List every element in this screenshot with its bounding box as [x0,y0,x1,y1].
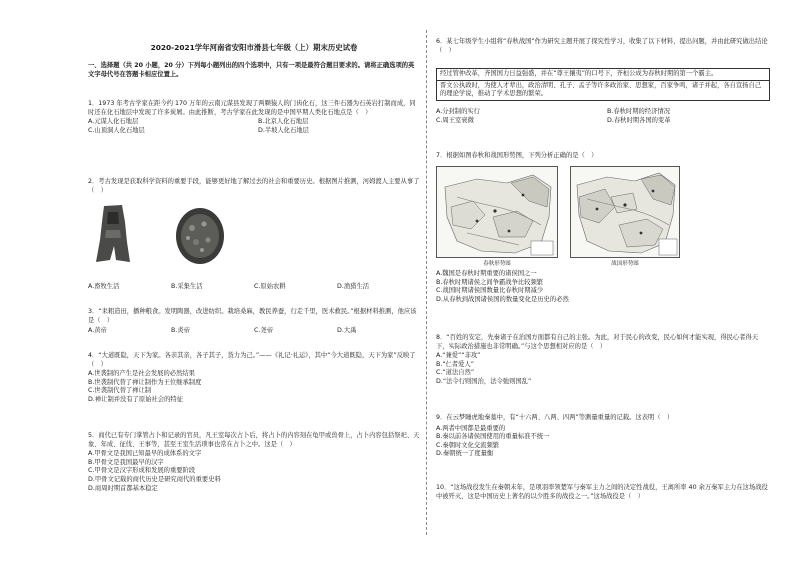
question-options [88,118,420,135]
option-b[interactable]: B.采集生活 [171,283,203,290]
option-c[interactable]: C.周王室衰微 [436,116,474,124]
option-a[interactable]: A.两者中国都是最重要的 [436,424,506,432]
question-3 [88,308,420,336]
question-options [88,327,420,336]
question-stem: 8．“百姓的安定，先秦诸子在治国方面都有自己的主张。为此，对于民心的改变，民心如何才能实现，得民心者得天下，实际政治措施也非常明确。”与这个思想相对应的是（ ） [436,334,759,350]
question-options [436,352,770,386]
option-d[interactable]: D.从春秋到战国诸侯国的数量变化是历史的必然 [436,295,569,303]
question-options [436,425,770,459]
option-b[interactable]: B.秦以前各诸侯国使用的重量标准不统一 [436,433,550,441]
option-a[interactable]: A.黄帝 [88,327,107,335]
right-column [436,0,770,562]
option-a[interactable]: A.甲骨文是我国已知最早的成体系的文字 [88,450,202,458]
question-stem: 10．“这场战役发生在秦朝末年，是项羽率领楚军与秦军主力之间的决定性战役，王离所率 40 余万秦军主力在这场战役中被歼灭，这是中国历史上著名的以少胜多的战役之一。”这场战役是（ ） [436,484,768,500]
option-d[interactable]: D.春秋时期各国的变革 [607,116,671,124]
warring-states-map-caption: 战国形势图 [611,261,639,267]
question-6-material-table [436,68,770,101]
option-b[interactable]: B.春秋时期诸侯之间争霸战争比较频繁 [436,278,544,286]
option-c[interactable]: C.原始农耕 [254,283,286,290]
question-6-options [436,108,770,125]
question-6 [436,38,770,55]
option-b[interactable]: B.甲骨文是我国最早的汉字 [88,458,164,466]
option-d[interactable]: D.禅让制并没有了原始社会的特征 [88,395,184,403]
question-2-options [88,283,420,292]
option-d[interactable]: D.半坡人化石地层 [258,126,309,134]
option-c[interactable]: C.秦朝时文化交流频繁 [436,441,500,449]
section-one-instructions: 一、选择题（共 20 小题，20 分）下列每小题列出的四个选项中，只有一项是最符合题目要求的。请将正确选项的英文字母代号在答题卡相应位置上。 [88,62,415,78]
question-stem: 7．根据如图春秋和战国形势图，下列分析正确的是（ ） [436,152,598,159]
spring-autumn-map [436,166,558,258]
question-1 [88,100,420,135]
question-2 [88,178,420,195]
option-c[interactable]: C.山顶洞人化石地层 [88,126,145,134]
option-d[interactable]: D.大禹 [337,327,357,335]
option-b[interactable]: B.北京人化石地层 [258,118,309,126]
option-a[interactable]: A.世袭制的产生是社会发展的必然结果 [88,370,195,378]
warring-states-map [570,166,680,258]
option-c[interactable]: C.尧帝 [254,327,273,335]
question-options [88,450,420,493]
question-stem: 4．“大道既隐，天下为家。各亲其亲，各子其子，货力为己。”——《礼记·礼运》，其中“今大道既隐，天下为家”反映了（ ） [88,352,416,368]
question-stem: 6．某七年级学生小组将“春秋战国”作为研究主题开展了探究性学习，收集了以下材料，提出问题，并由此研究做出结论（ ） [436,38,768,54]
option-d[interactable]: D.“法令行则国治，法令弛则国乱” [436,377,532,385]
question-stem: 2．考古发现是获取科学资料的重要手段，能够更好地了解过去的社会和重要历史。根据图片推测，河姆渡人主要从事了（ ） [88,178,420,194]
option-b[interactable]: B.炎帝 [171,327,190,335]
option-b[interactable]: B.世袭制代替了禅让制作为王位继承制度 [88,378,202,386]
question-stem: 9．在云梦睡虎地秦墓中，有“十六两、八两、四两”等测量重量的记载。这表明（ ） [436,414,674,421]
question-10 [436,484,770,501]
warring-states-map-graphic [571,167,680,258]
option-a[interactable]: A.元谋人化石地层 [88,118,139,126]
option-c[interactable]: C.世袭制代替了禅让制 [88,387,152,395]
option-b[interactable]: B.“仁者爱人” [436,360,475,368]
option-d[interactable]: D.甲骨文记载的商代历史是研究商代的重要史料 [88,475,221,483]
option-d-extra[interactable]: D.商周时期首都基本稳定 [88,484,158,492]
material-row-2: 晋文公执政时，为使人才辈出，政治清明、孔子、孟子等许多政治家、思想家，百家争鸣，诸子并起，各自宣扬自己的理论学说，推动了学术思想的繁荣。 [440,81,762,98]
bone-spade-image [94,202,132,266]
question-7-options [436,270,770,304]
question-5 [88,432,420,493]
carbonized-rice-image [174,206,226,266]
question-options [88,370,420,404]
option-a[interactable]: A.“兼爱”“非攻” [436,352,481,360]
spring-autumn-map-caption: 春秋形势图 [483,261,511,267]
option-d[interactable]: D.秦朝统一了度量衡 [436,450,494,458]
option-a[interactable]: A.畜牧生活 [88,283,120,290]
option-c[interactable]: C.战国时期诸侯国数量比春秋时期减少 [436,287,544,295]
question-9 [436,414,770,459]
option-c[interactable]: C.甲骨文是汉字形成和发展的重要阶段 [88,467,196,475]
question-stem: 5．商代已有专门掌管占卜和记录的官员，凡王室每次占卜后，将占卜的内容刻在龟甲或兽骨上，占卜内容包括祭祀、天象、年成、征伐、王事等，甚至王室生活琐事也常在占卜之中。这是（ ） [88,432,420,448]
question-8 [436,334,770,387]
column-divider [426,30,427,535]
option-a[interactable]: A.分封制的实行 [436,108,480,115]
option-c[interactable]: C.“道法自然” [436,369,475,377]
question-4 [88,352,420,405]
option-d[interactable]: D.渔猎生活 [337,283,370,290]
question-7 [436,152,770,161]
page-title: 2020-2021学年河南省安阳市滑县七年级（上）期末历史试卷 [150,43,358,52]
option-b[interactable]: B.春秋时期的经济情况 [607,108,670,115]
question-stem: 3．“耒耜造田，播种粮食。发明陶器，改进纺织。栽培桑麻，教民养蚕，行走千里，医术救民。”根据材料推测，他应该是（ ） [88,308,417,324]
question-stem: 1．1973 年考古学家在距今约 170 万年的云南元谋县发现了两颗猿人的门齿化石，这三件石器为石英岩打制而成，同时还在化石地层中发现了许多炭屑。由此推断，考古学家在此发现的是中国早期人类化石地点是（ ） [88,100,416,116]
option-a[interactable]: A.魏国是春秋时期重要的诸侯国之一 [436,270,537,277]
spring-autumn-map-graphic [437,167,558,258]
left-column [88,0,420,562]
material-row-1: 经过管仲改革，齐国国力日益强盛，并在“尊王攘夷”的口号下，齐桓公成为春秋时期的第一个霸主。 [437,69,769,81]
